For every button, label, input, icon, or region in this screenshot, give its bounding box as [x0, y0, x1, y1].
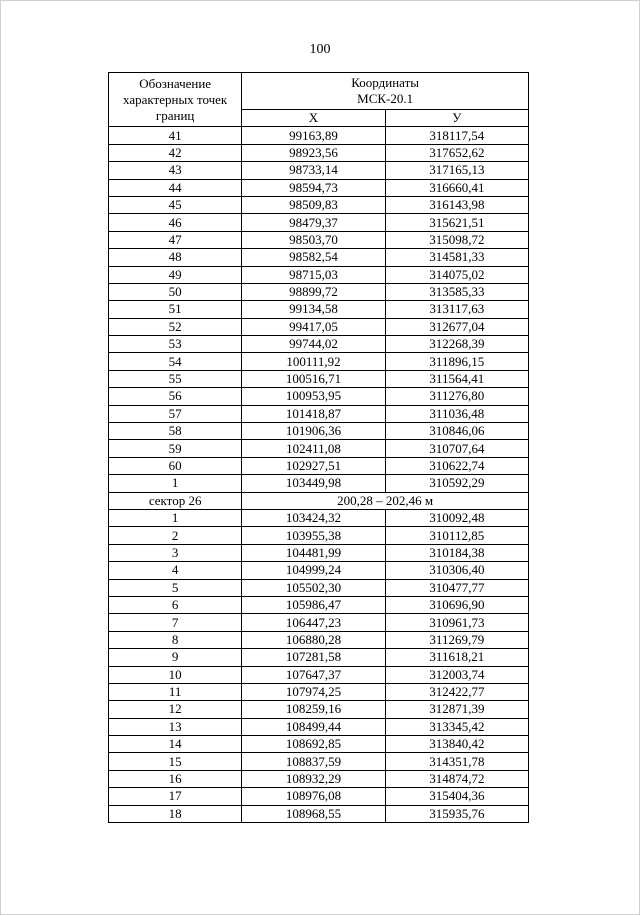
y-coordinate-cell: 310477,77 [385, 579, 528, 596]
y-coordinate-cell: 318117,54 [385, 127, 528, 144]
table-row [109, 649, 529, 666]
y-coordinate-cell: 316660,41 [385, 179, 528, 196]
point-id-cell: 58 [109, 423, 242, 440]
point-id-cell: 9 [109, 649, 242, 666]
x-coordinate-cell: 108976,08 [242, 788, 385, 805]
x-coordinate-cell: 98923,56 [242, 144, 385, 161]
point-id-cell: 46 [109, 214, 242, 231]
x-coordinate-cell: 103424,32 [242, 509, 385, 526]
y-coordinate-cell: 315621,51 [385, 214, 528, 231]
y-coordinate-cell: 314075,02 [385, 266, 528, 283]
header-label-line3: границ [155, 107, 195, 123]
point-id-cell: 49 [109, 266, 242, 283]
x-coordinate-cell: 104999,24 [242, 562, 385, 579]
table-row [109, 249, 529, 266]
y-coordinate-cell: 313117,63 [385, 301, 528, 318]
x-coordinate-cell: 98715,03 [242, 266, 385, 283]
y-coordinate-cell: 317165,13 [385, 162, 528, 179]
point-id-cell: 44 [109, 179, 242, 196]
y-coordinate-cell: 310622,74 [385, 457, 528, 474]
y-coordinate-cell: 310707,64 [385, 440, 528, 457]
y-coordinate-cell: 314351,78 [385, 753, 528, 770]
table-row [109, 614, 529, 631]
point-id-cell: 43 [109, 162, 242, 179]
y-coordinate-cell: 315098,72 [385, 231, 528, 248]
x-coordinate-cell: 108968,55 [242, 805, 385, 822]
table-row [109, 805, 529, 822]
x-coordinate-cell: 100953,95 [242, 388, 385, 405]
x-coordinate-cell: 98594,73 [242, 179, 385, 196]
point-id-cell: 13 [109, 718, 242, 735]
table-row [109, 701, 529, 718]
y-coordinate-cell: 312003,74 [385, 666, 528, 683]
point-id-cell: 8 [109, 631, 242, 648]
point-id-cell: 51 [109, 301, 242, 318]
table-row [109, 683, 529, 700]
x-coordinate-cell: 108692,85 [242, 736, 385, 753]
table-row [109, 196, 529, 213]
header-coords-line2: МСК-20.1 [357, 91, 414, 106]
x-coordinate-cell: 105986,47 [242, 596, 385, 613]
y-coordinate-cell: 310092,48 [385, 509, 528, 526]
point-id-cell: 2 [109, 527, 242, 544]
y-coordinate-cell: 311564,41 [385, 370, 528, 387]
y-coordinate-cell: 316143,98 [385, 196, 528, 213]
table-row [109, 718, 529, 735]
table-row [109, 144, 529, 161]
table-row [109, 214, 529, 231]
x-coordinate-cell: 108499,44 [242, 718, 385, 735]
point-id-cell: 17 [109, 788, 242, 805]
table-row [109, 736, 529, 753]
table-row [109, 788, 529, 805]
point-id-cell: 50 [109, 283, 242, 300]
header-label-line1: Обозначение [139, 75, 212, 91]
point-id-cell: 15 [109, 753, 242, 770]
point-id-cell: 10 [109, 666, 242, 683]
table-row [109, 544, 529, 561]
y-coordinate-cell: 310961,73 [385, 614, 528, 631]
point-id-cell: 1 [109, 509, 242, 526]
table-row [109, 562, 529, 579]
point-id-cell: 53 [109, 336, 242, 353]
x-coordinate-cell: 100111,92 [242, 353, 385, 370]
x-coordinate-cell: 99417,05 [242, 318, 385, 335]
table-row [109, 440, 529, 457]
table-row [109, 336, 529, 353]
x-coordinate-cell: 102927,51 [242, 457, 385, 474]
table-row [109, 283, 529, 300]
y-coordinate-cell: 310112,85 [385, 527, 528, 544]
table-row [109, 127, 529, 144]
point-id-cell: 7 [109, 614, 242, 631]
table-row [109, 353, 529, 370]
y-coordinate-cell: 311036,48 [385, 405, 528, 422]
sector-range: 200,28 – 202,46 м [242, 492, 529, 509]
point-id-cell: 54 [109, 353, 242, 370]
table-row [109, 753, 529, 770]
point-id-cell: 47 [109, 231, 242, 248]
header-label-line2: характерных точек [123, 91, 228, 107]
y-coordinate-cell: 314581,33 [385, 249, 528, 266]
x-coordinate-cell: 98503,70 [242, 231, 385, 248]
point-id-cell: 48 [109, 249, 242, 266]
y-coordinate-cell: 313585,33 [385, 283, 528, 300]
point-id-cell: 59 [109, 440, 242, 457]
x-coordinate-cell: 107974,25 [242, 683, 385, 700]
point-id-cell: 1 [109, 475, 242, 492]
table-row [109, 318, 529, 335]
x-coordinate-cell: 106447,23 [242, 614, 385, 631]
point-id-cell: 3 [109, 544, 242, 561]
point-id-cell: 14 [109, 736, 242, 753]
y-coordinate-cell: 313840,42 [385, 736, 528, 753]
x-coordinate-cell: 98582,54 [242, 249, 385, 266]
table-row [109, 770, 529, 787]
x-coordinate-cell: 104481,99 [242, 544, 385, 561]
point-id-cell: 52 [109, 318, 242, 335]
y-coordinate-cell: 310306,40 [385, 562, 528, 579]
y-coordinate-cell: 317652,62 [385, 144, 528, 161]
table-row [109, 388, 529, 405]
x-coordinate-cell: 101906,36 [242, 423, 385, 440]
header-point-label [109, 73, 242, 127]
header-col-y: У [385, 110, 528, 127]
table-row [109, 631, 529, 648]
x-coordinate-cell: 98509,83 [242, 196, 385, 213]
header-coordinates [242, 73, 529, 110]
y-coordinate-cell: 312677,04 [385, 318, 528, 335]
point-id-cell: 57 [109, 405, 242, 422]
table-row [109, 179, 529, 196]
table-row [109, 370, 529, 387]
header-col-x: Х [242, 110, 385, 127]
table-row [109, 596, 529, 613]
x-coordinate-cell: 108837,59 [242, 753, 385, 770]
x-coordinate-cell: 106880,28 [242, 631, 385, 648]
table-body [109, 127, 529, 823]
x-coordinate-cell: 108259,16 [242, 701, 385, 718]
table-row [109, 423, 529, 440]
point-id-cell: 12 [109, 701, 242, 718]
x-coordinate-cell: 99163,89 [242, 127, 385, 144]
point-id-cell: 60 [109, 457, 242, 474]
point-id-cell: 4 [109, 562, 242, 579]
table-row [109, 405, 529, 422]
y-coordinate-cell: 315404,36 [385, 788, 528, 805]
table-header [109, 73, 529, 127]
y-coordinate-cell: 315935,76 [385, 805, 528, 822]
table-row [109, 162, 529, 179]
x-coordinate-cell: 102411,08 [242, 440, 385, 457]
point-id-cell: 16 [109, 770, 242, 787]
x-coordinate-cell: 100516,71 [242, 370, 385, 387]
table-row [109, 509, 529, 526]
table-row [109, 231, 529, 248]
x-coordinate-cell: 99744,02 [242, 336, 385, 353]
table-row [109, 527, 529, 544]
point-id-cell: 45 [109, 196, 242, 213]
point-id-cell: 6 [109, 596, 242, 613]
x-coordinate-cell: 98899,72 [242, 283, 385, 300]
y-coordinate-cell: 311618,21 [385, 649, 528, 666]
y-coordinate-cell: 310846,06 [385, 423, 528, 440]
point-id-cell: 5 [109, 579, 242, 596]
coordinates-table [108, 72, 529, 823]
y-coordinate-cell: 314874,72 [385, 770, 528, 787]
header-coords-line1: Координаты [351, 75, 420, 90]
table-row [109, 666, 529, 683]
y-coordinate-cell: 310592,29 [385, 475, 528, 492]
y-coordinate-cell: 311276,80 [385, 388, 528, 405]
y-coordinate-cell: 311269,79 [385, 631, 528, 648]
x-coordinate-cell: 101418,87 [242, 405, 385, 422]
point-id-cell: 56 [109, 388, 242, 405]
y-coordinate-cell: 312422,77 [385, 683, 528, 700]
point-id-cell: 18 [109, 805, 242, 822]
table-row [109, 579, 529, 596]
point-id-cell: 42 [109, 144, 242, 161]
x-coordinate-cell: 98479,37 [242, 214, 385, 231]
x-coordinate-cell: 98733,14 [242, 162, 385, 179]
x-coordinate-cell: 99134,58 [242, 301, 385, 318]
page-number: 100 [309, 42, 331, 57]
x-coordinate-cell: 103955,38 [242, 527, 385, 544]
point-id-cell: 11 [109, 683, 242, 700]
y-coordinate-cell: 313345,42 [385, 718, 528, 735]
table-row [109, 457, 529, 474]
y-coordinate-cell: 310184,38 [385, 544, 528, 561]
x-coordinate-cell: 103449,98 [242, 475, 385, 492]
sector-label: сектор 26 [109, 492, 242, 509]
sector-row [109, 492, 529, 509]
point-id-cell: 55 [109, 370, 242, 387]
x-coordinate-cell: 108932,29 [242, 770, 385, 787]
table-row [109, 475, 529, 492]
x-coordinate-cell: 105502,30 [242, 579, 385, 596]
y-coordinate-cell: 312871,39 [385, 701, 528, 718]
y-coordinate-cell: 310696,90 [385, 596, 528, 613]
y-coordinate-cell: 311896,15 [385, 353, 528, 370]
y-coordinate-cell: 312268,39 [385, 336, 528, 353]
point-id-cell: 41 [109, 127, 242, 144]
x-coordinate-cell: 107647,37 [242, 666, 385, 683]
table-row [109, 301, 529, 318]
table-row [109, 266, 529, 283]
x-coordinate-cell: 107281,58 [242, 649, 385, 666]
